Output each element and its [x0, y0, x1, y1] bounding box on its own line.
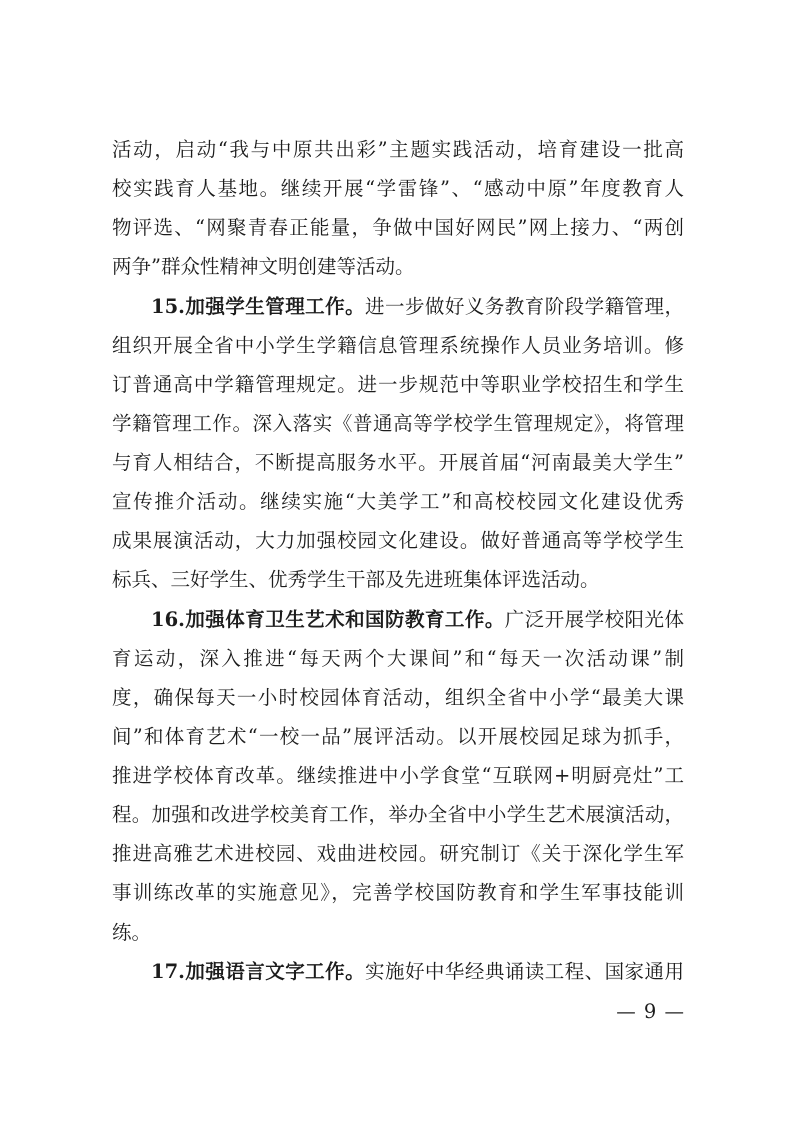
section-heading: 17.加强语言文字工作。: [151, 959, 366, 983]
page-number: — 9 —: [616, 1000, 685, 1023]
text-line: 两争”群众性精神文明创建等活动。: [112, 255, 415, 279]
text-run: 实施好中华经典诵读工程、国家通用: [365, 959, 684, 983]
paragraph-17: [112, 952, 684, 991]
text-line: 标兵、三好学生、优秀学生干部及先进班集体评选活动。: [112, 568, 600, 592]
text-line: 与育人相结合，不断提高服务水平。开展首届“河南最美大学生”: [112, 451, 684, 474]
text-run: 进一步做好义务教育阶段学籍管理，: [365, 294, 684, 318]
text-line: [112, 952, 684, 991]
document-body: [112, 130, 684, 991]
text-line: [112, 600, 684, 639]
section-heading: 15.加强学生管理工作。: [151, 294, 366, 318]
text-line: 度，确保每天一小时校园体育活动，组织全省中小学“最美大课: [112, 685, 684, 709]
paragraph-continuation: [112, 130, 684, 287]
text-line: 校实践育人基地。继续开展“学雷锋”、“感动中原”年度教育人: [112, 177, 684, 201]
text-line: 推进高雅艺术进校园、戏曲进校园。研究制订《关于深化学生军: [112, 842, 684, 866]
text-line: 程。加强和改进学校美育工作，举办全省中小学生艺术展演活动，: [112, 803, 684, 827]
text-line: 学籍管理工作。深入落实《普通高等学校学生管理规定》，将管理: [112, 411, 684, 435]
text-line: 宣传推介活动。继续实施“大美学工”和高校校园文化建设优秀: [112, 490, 684, 514]
section-heading: 16.加强体育卫生艺术和国防教育工作。: [151, 607, 505, 631]
text-line: 育运动，深入推进“每天两个大课间”和“每天一次活动课”制: [112, 646, 684, 670]
text-line: 组织开展全省中小学生学籍信息管理系统操作人员业务培训。修: [112, 333, 684, 357]
text-line: 活动，启动“我与中原共出彩”主题实践活动，培育建设一批高: [112, 138, 684, 161]
text-line: 事训练改革的实施意见》，完善学校国防教育和学生军事技能训: [112, 881, 684, 905]
text-line: 物评选、“网聚青春正能量，争做中国好网民”网上接力、“两创: [112, 216, 684, 240]
text-line: 间”和体育艺术“一校一品”展评活动。以开展校园足球为抓手，: [112, 724, 684, 748]
text-run: 广泛开展学校阳光体: [504, 607, 684, 631]
text-line: 订普通高中学籍管理规定。进一步规范中等职业学校招生和学生: [112, 372, 684, 396]
text-line: 推进学校体育改革。继续推进中小学食堂“互联网+明厨亮灶”工: [112, 764, 684, 787]
paragraph-15: [112, 287, 684, 600]
text-line: 练。: [112, 920, 152, 944]
text-line: [112, 287, 684, 326]
text-line: 成果展演活动，大力加强校园文化建设。做好普通高等学校学生: [112, 529, 684, 553]
paragraph-16: [112, 600, 684, 952]
